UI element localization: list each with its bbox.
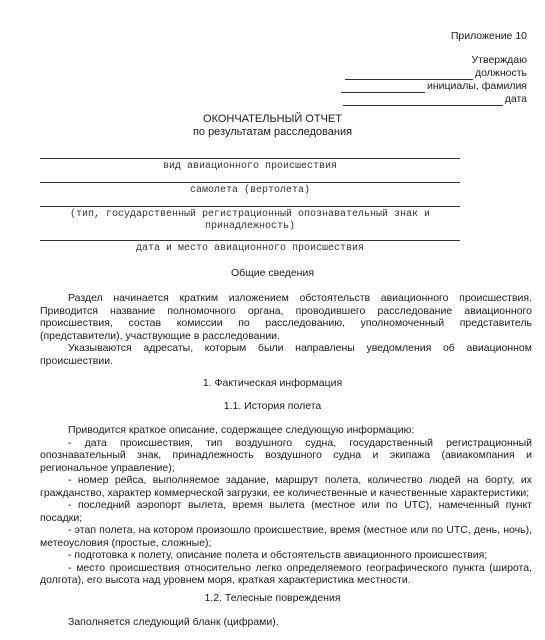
history-item: - номер рейса, выполняемое задание, маршрут полета, количество людей на борту, их гражданство, характер коммерческой загрузки, ее количественные и качественные характеристики; xyxy=(40,474,532,499)
history-item: - подготовка к полету, описание полета и обстоятельств авиационного происшествия; xyxy=(68,549,488,561)
registration-field: (тип, государственный регистрационный опознавательный знак и принадлежность) xyxy=(40,206,460,233)
history-item: - последний аэропорт вылета, время вылета (местное или по UTC), намеченный пункт посадки; xyxy=(40,499,532,524)
history-item: - этап полета, на котором произошло происшествие, время (местное или по UTC, день, ночь), метеоусловия (простые, сложные); xyxy=(40,524,532,549)
approval-block xyxy=(327,54,527,106)
injuries-paragraph: Заполняется следующий бланк (цифрами). xyxy=(68,616,279,628)
general-heading: Общие сведения xyxy=(230,267,315,279)
general-paragraph-1: Раздел начинается кратким изложением обстоятельств авиационного происшествия. Приводится название полномочного органа, проводившего расследование авиационного происшествия, состав комиссии по расследованию, уполномоченный представитель (представители), участвующие в расследовании. xyxy=(40,292,532,342)
date-row xyxy=(327,93,527,106)
title-sub: по результатам расследования xyxy=(192,126,353,138)
aircraft-field: самолета (вертолета) xyxy=(40,182,460,197)
history-item: - дата происшествия, тип воздушного судна, государственный регистрационный опознавательный знак, принадлежность воздушного судна и экипажа (авиакомпания и региональное управление); xyxy=(40,436,532,474)
date-blank xyxy=(343,95,503,106)
section1-1-heading: 1.1. История полета xyxy=(223,400,322,412)
section1-heading: 1. Фактическая информация xyxy=(202,377,343,389)
general-paragraph-2: Указываются адресаты, которым были направлены уведомления об авиационном происшествии. xyxy=(40,342,532,367)
history-item: - место происшествия относительно легко определяемого географического пункта (широта, долгота), его высота над уровнем моря, краткая характеристика местности. xyxy=(40,561,532,586)
appendix-label: Приложение 10 xyxy=(450,30,527,42)
event-type-field: вид авиационного происшествия xyxy=(40,158,460,173)
date-label: дата xyxy=(504,93,527,105)
position-label: должность xyxy=(474,67,527,79)
initials-blank xyxy=(341,82,425,93)
history-list xyxy=(40,424,532,587)
history-intro: Приводится краткое описание, содержащее следующую информацию: xyxy=(68,424,415,436)
initials-row xyxy=(327,80,527,93)
report-title xyxy=(0,113,545,139)
approve-label: Утверждаю xyxy=(471,54,527,66)
title-main: ОКОНЧАТЕЛЬНЫЙ ОТЧЕТ xyxy=(203,113,342,125)
initials-label: инициалы, фамилия xyxy=(427,80,527,92)
date-place-field: дата и место авиационного происшествия xyxy=(40,240,460,255)
position-row xyxy=(327,67,527,80)
injuries-text xyxy=(40,616,532,629)
general-text xyxy=(40,292,532,367)
section1-2-heading: 1.2. Телесные повреждения xyxy=(204,592,341,604)
position-blank xyxy=(345,69,473,80)
